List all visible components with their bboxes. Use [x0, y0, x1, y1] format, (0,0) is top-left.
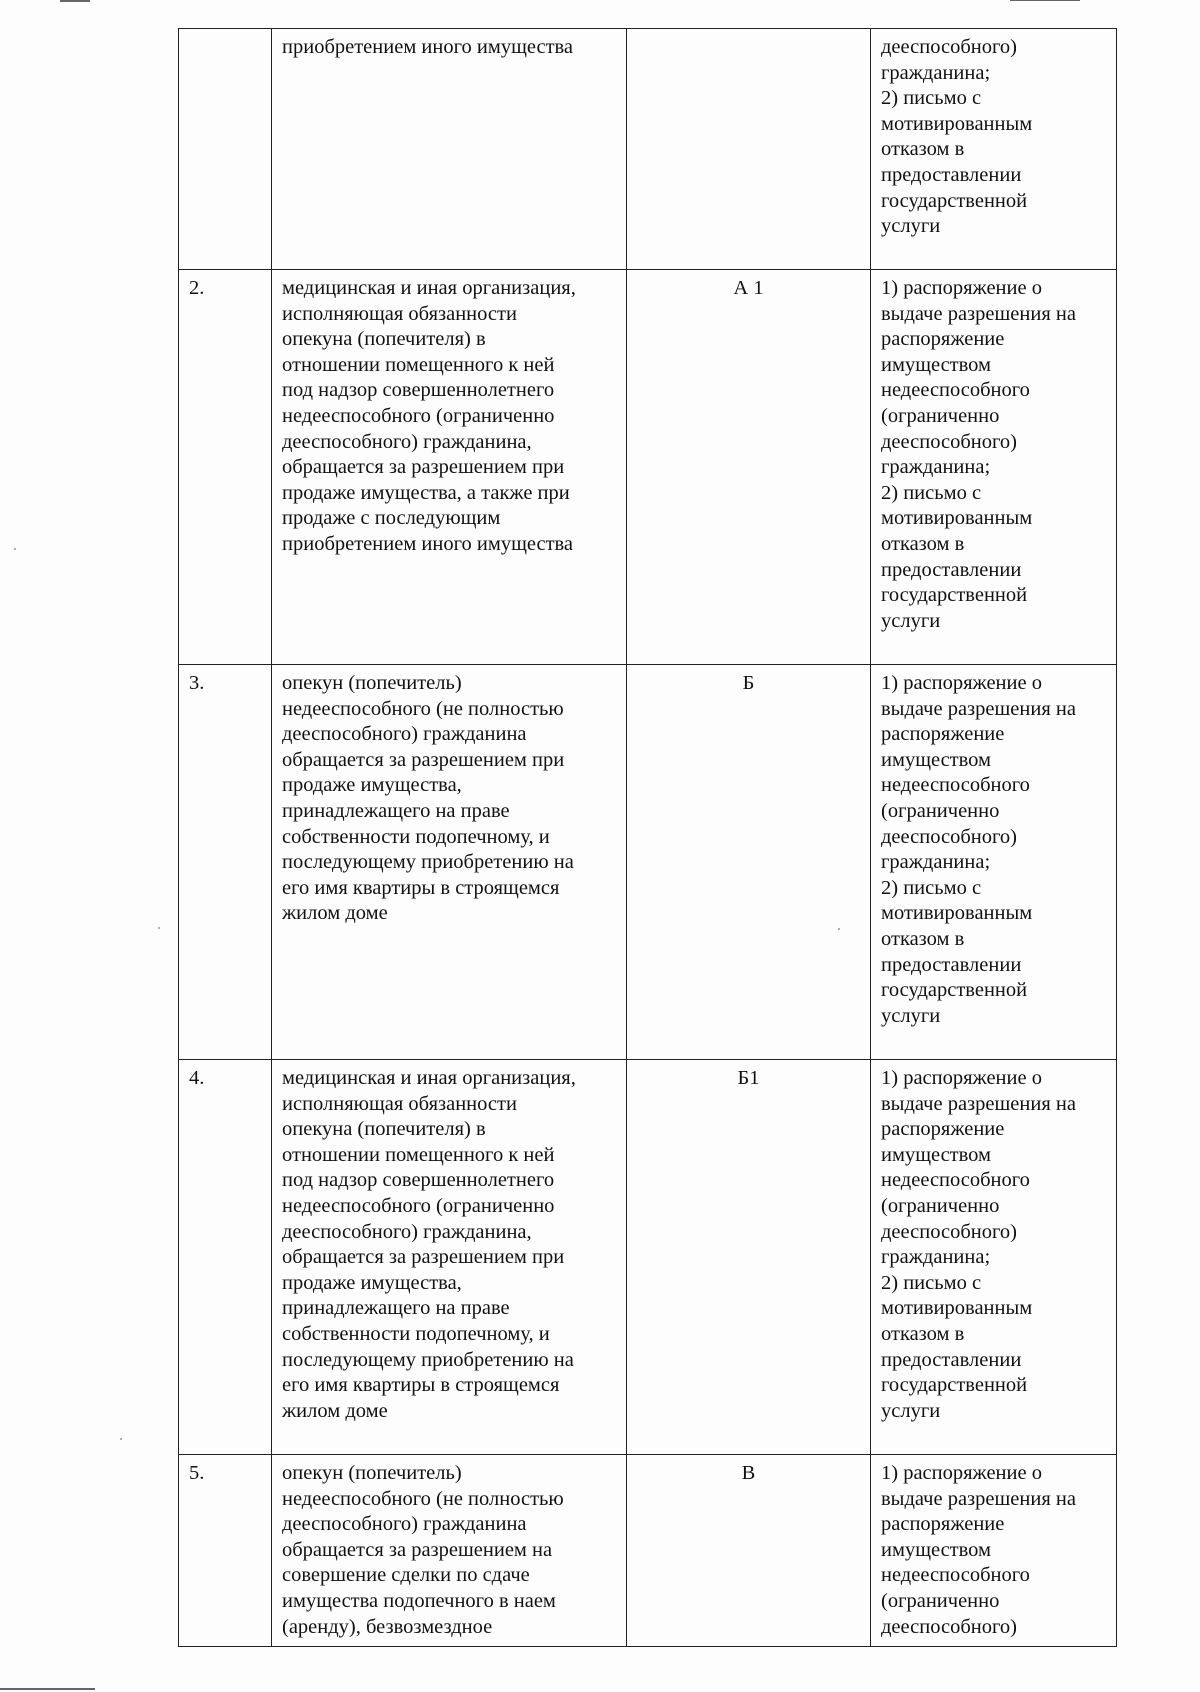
result-line: 1) распоряжение о: [881, 1462, 1042, 1484]
result-line: недееспособного: [881, 1169, 1030, 1192]
result-line: (ограниченно: [881, 1589, 1000, 1612]
result-line: дееспособного): [881, 1615, 1017, 1638]
variant-code-cell: [627, 29, 871, 270]
result-line: выдаче разрешения на: [881, 302, 1076, 325]
applicant-description-cell: [272, 665, 627, 1060]
applicant-description-cell: [272, 1060, 627, 1455]
result-line: недееспособного: [881, 1564, 1030, 1587]
row-number-cell: [179, 29, 272, 270]
result-line: мотивированным: [881, 902, 1033, 925]
result-line: дееспособного): [881, 1220, 1017, 1243]
result-line: имуществом: [881, 353, 992, 376]
description-line: продаже имущества,: [282, 1271, 462, 1294]
scan-edge-mark: [1010, 0, 1080, 1]
result-line: имуществом: [881, 1143, 992, 1166]
description-line: продаже с последующим: [282, 507, 501, 530]
description-line: собственности подопечному, и: [282, 825, 550, 848]
result-line: (ограниченно: [881, 404, 1000, 427]
result-line: отказом в: [881, 927, 965, 950]
scan-speck: [14, 548, 16, 550]
result-line: гражданина;: [881, 456, 991, 479]
description-line: совершение сделки по сдаче: [282, 1564, 530, 1587]
result-line: гражданина;: [881, 1246, 991, 1269]
result-line: 1) распоряжение о: [881, 672, 1042, 694]
result-line: 2) письмо с: [881, 87, 982, 110]
result-line: гражданина;: [881, 851, 991, 874]
result-line: (ограниченно: [881, 799, 1000, 822]
result-line: отказом в: [881, 532, 965, 555]
description-line: недееспособного (не полностью: [282, 1487, 564, 1510]
description-line: опекуна (попечителя) в: [282, 328, 486, 351]
result-line: 2) письмо с: [881, 481, 982, 504]
description-line: продаже имущества, а также при: [282, 481, 570, 504]
scan-speck: [120, 1438, 122, 1440]
description-line: приобретением иного имущества: [282, 36, 574, 58]
result-line: государственной: [881, 584, 1028, 607]
result-line: дееспособного): [881, 825, 1017, 848]
description-line: исполняющая обязанности: [282, 302, 517, 325]
description-line: недееспособного (ограниченно: [282, 1194, 555, 1217]
result-line: услуги: [881, 609, 941, 632]
result-line: гражданина;: [881, 61, 991, 84]
result-line: выдаче разрешения на: [881, 1092, 1076, 1115]
description-line: обращается за разрешением при: [282, 748, 565, 771]
result-line: выдаче разрешения на: [881, 1487, 1076, 1510]
scan-edge-mark: [0, 1688, 95, 1690]
description-line: его имя квартиры в строящемся: [282, 876, 560, 899]
result-line: государственной: [881, 979, 1028, 1002]
result-line: предоставлении: [881, 953, 1022, 976]
result-cell: [871, 1060, 1117, 1455]
row-number-cell: 5.: [179, 1455, 272, 1647]
result-line: отказом в: [881, 138, 965, 161]
result-line: 2) письмо с: [881, 876, 982, 899]
description-line: дееспособного) гражданина,: [282, 1220, 532, 1243]
description-line: принадлежащего на праве: [282, 799, 510, 822]
result-line: имуществом: [881, 748, 992, 771]
result-line: 1) распоряжение о: [881, 1067, 1042, 1089]
description-line: опекуна (попечителя) в: [282, 1118, 486, 1141]
description-line: последующему приобретению на: [282, 851, 574, 874]
result-cell: [871, 29, 1117, 270]
description-line: обращается за разрешением на: [282, 1538, 553, 1561]
description-line: обращается за разрешением при: [282, 456, 565, 479]
result-cell: [871, 1455, 1117, 1647]
description-line: продаже имущества,: [282, 774, 462, 797]
result-line: распоряжение: [881, 1513, 1005, 1536]
description-line: жилом доме: [282, 902, 388, 925]
result-line: распоряжение: [881, 328, 1005, 351]
description-line: медицинская и иная организация,: [282, 277, 576, 299]
scan-edge-mark: [60, 0, 90, 2]
variant-code-cell: Б: [627, 665, 871, 1060]
result-line: имуществом: [881, 1538, 992, 1561]
result-line: мотивированным: [881, 112, 1033, 135]
table-row: [179, 1455, 1117, 1647]
row-number-cell: 2.: [179, 270, 272, 665]
description-line: его имя квартиры в строящемся: [282, 1374, 560, 1397]
result-cell: [871, 270, 1117, 665]
result-line: услуги: [881, 1399, 941, 1422]
description-line: (аренду), безвозмездное: [282, 1615, 493, 1638]
applicant-description-cell: [272, 29, 627, 270]
description-line: последующему приобретению на: [282, 1348, 574, 1371]
description-line: жилом доме: [282, 1399, 388, 1422]
row-number-cell: 3.: [179, 665, 272, 1060]
result-line: предоставлении: [881, 558, 1022, 581]
description-line: дееспособного) гражданина: [282, 723, 527, 746]
result-line: услуги: [881, 1004, 941, 1027]
description-line: опекун (попечитель): [282, 1462, 462, 1484]
scan-speck: [158, 927, 160, 929]
result-line: выдаче разрешения на: [881, 697, 1076, 720]
result-line: услуги: [881, 215, 941, 238]
description-line: недееспособного (ограниченно: [282, 404, 555, 427]
description-line: опекун (попечитель): [282, 672, 462, 694]
result-line: (ограниченно: [881, 1194, 1000, 1217]
description-line: исполняющая обязанности: [282, 1092, 517, 1115]
result-line: 2) письмо с: [881, 1271, 982, 1294]
result-line: недееспособного: [881, 379, 1030, 402]
result-line: государственной: [881, 1374, 1028, 1397]
description-line: под надзор совершеннолетнего: [282, 379, 555, 402]
table-row: [179, 1060, 1117, 1455]
description-line: обращается за разрешением при: [282, 1246, 565, 1269]
result-line: распоряжение: [881, 723, 1005, 746]
result-line: дееспособного): [881, 430, 1017, 453]
result-line: дееспособного): [881, 36, 1017, 58]
result-line: распоряжение: [881, 1118, 1005, 1141]
result-line: 1) распоряжение о: [881, 277, 1042, 299]
result-line: предоставлении: [881, 163, 1022, 186]
variant-code-cell: В: [627, 1455, 871, 1647]
description-line: недееспособного (не полностью: [282, 697, 564, 720]
description-line: медицинская и иная организация,: [282, 1067, 576, 1089]
result-cell: [871, 665, 1117, 1060]
variant-code-cell: Б1: [627, 1060, 871, 1455]
description-line: приобретением иного имущества: [282, 532, 574, 555]
result-line: недееспособного: [881, 774, 1030, 797]
description-line: отношении помещенного к ней: [282, 1143, 555, 1166]
result-line: мотивированным: [881, 507, 1033, 530]
description-line: отношении помещенного к ней: [282, 353, 555, 376]
table-row: [179, 665, 1117, 1060]
row-number-cell: 4.: [179, 1060, 272, 1455]
table-row: [179, 29, 1117, 270]
result-line: предоставлении: [881, 1348, 1022, 1371]
description-line: собственности подопечному, и: [282, 1322, 550, 1345]
description-line: дееспособного) гражданина,: [282, 430, 532, 453]
description-line: под надзор совершеннолетнего: [282, 1169, 555, 1192]
table-body: [179, 29, 1117, 1647]
applicant-description-cell: [272, 270, 627, 665]
result-line: мотивированным: [881, 1297, 1033, 1320]
description-line: имущества подопечного в наем: [282, 1589, 556, 1612]
variant-code-cell: А 1: [627, 270, 871, 665]
services-table: [178, 28, 1117, 1647]
result-line: отказом в: [881, 1322, 965, 1345]
applicant-description-cell: [272, 1455, 627, 1647]
table-row: [179, 270, 1117, 665]
description-line: принадлежащего на праве: [282, 1297, 510, 1320]
result-line: государственной: [881, 189, 1028, 212]
description-line: дееспособного) гражданина: [282, 1513, 527, 1536]
